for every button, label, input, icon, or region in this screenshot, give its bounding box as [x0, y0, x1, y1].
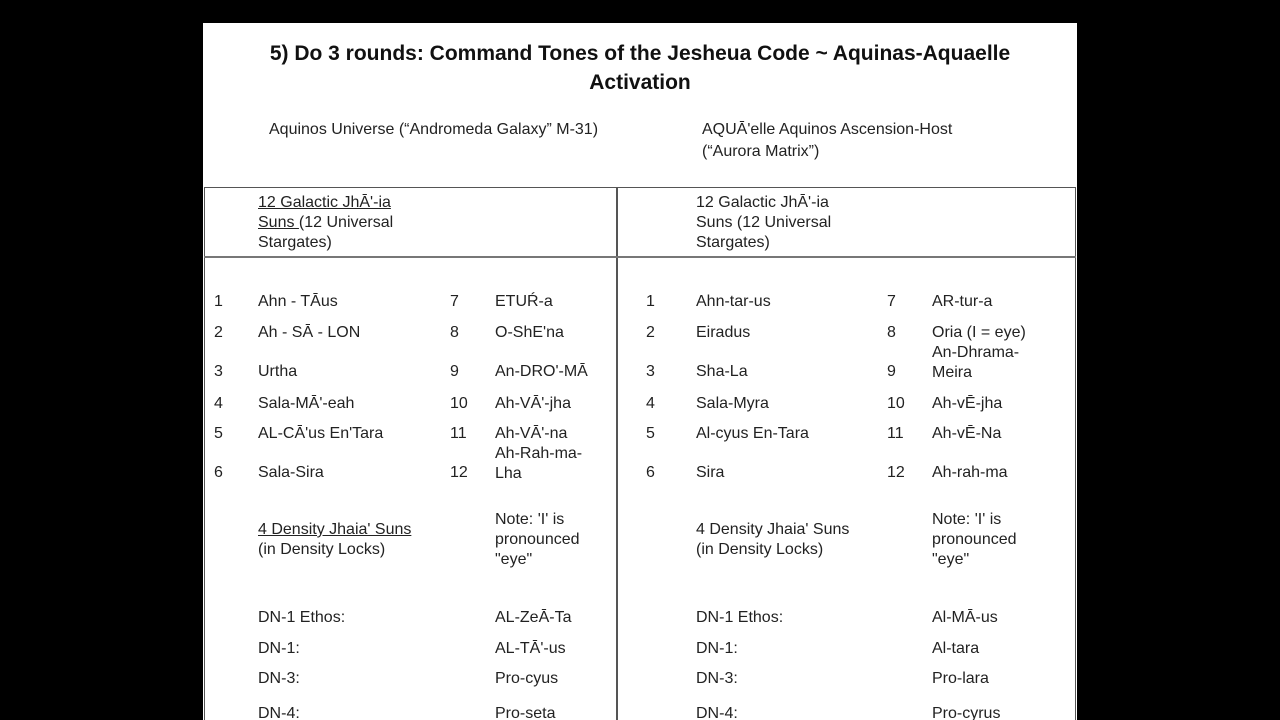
- left-section-header-line-2a: Suns: [258, 214, 299, 231]
- right-note: [932, 510, 1017, 570]
- left-section-header-line-3: Stargates): [258, 234, 332, 251]
- right-section-header-line-3: Stargates): [696, 234, 770, 251]
- left-density-header-line-2: (in Density Locks): [258, 541, 386, 558]
- left-sun-name: [495, 444, 582, 484]
- right-density-value: Al-MĀ-us: [932, 609, 998, 626]
- right-section-header-line-1: 12 Galactic JhĀ'-ia: [696, 194, 829, 211]
- right-sun-name: [932, 343, 1019, 383]
- right-header-line-1: AQUĀ'elle Aquinos Ascension-Host: [702, 121, 953, 138]
- right-sun-name-line-1: An-Dhrama-: [932, 344, 1020, 361]
- right-note-line-1: Note: 'I' is: [932, 511, 1002, 528]
- left-density-label: DN-4:: [258, 705, 300, 720]
- right-sun-name: Oria (I = eye): [932, 324, 1026, 341]
- right-sun-name: AR-tur-a: [932, 293, 993, 310]
- right-sun-num: 9: [887, 363, 896, 380]
- left-density-value: AL-ZeĀ-Ta: [495, 609, 572, 626]
- left-density-value: Pro-seta: [495, 705, 556, 720]
- right-sun-num: 7: [887, 293, 896, 310]
- left-sun-name: AL-CĀ'us En'Tara: [258, 425, 384, 442]
- right-sun-num: 6: [646, 464, 655, 481]
- right-density-header-line-2: (in Density Locks): [696, 541, 824, 558]
- right-sun-num: 3: [646, 363, 655, 380]
- title-line-1: 5) Do 3 rounds: Command Tones of the Jesheua Code ~ Aquinas-Aquaelle: [269, 42, 1011, 65]
- left-sun-name: Urtha: [258, 363, 298, 380]
- left-sun-num: 5: [214, 425, 223, 442]
- right-density-value: Pro-cyrus: [932, 705, 1001, 720]
- right-section-header-line-2: Suns (12 Universal: [696, 214, 832, 231]
- left-section-header: [258, 193, 393, 253]
- left-sun-num: 3: [214, 363, 223, 380]
- column-divider: [616, 187, 618, 720]
- right-sun-name: Ah-vĒ-Na: [932, 425, 1002, 442]
- right-sun-name: Sala-Myra: [696, 395, 769, 412]
- left-sun-name: Ahn - TĀus: [258, 293, 338, 310]
- document-title: [203, 39, 1077, 97]
- left-note-line-2: pronounced: [495, 531, 580, 548]
- left-sun-num: 2: [214, 324, 223, 341]
- left-section-header-line-2b: (12 Universal: [298, 214, 394, 231]
- left-sun-num: 7: [450, 293, 459, 310]
- right-sun-name: Ah-vĒ-jha: [932, 395, 1003, 412]
- left-sun-name: Sala-Sira: [258, 464, 324, 481]
- right-density-label: DN-3:: [696, 670, 738, 687]
- right-sun-name: Eiradus: [696, 324, 751, 341]
- right-density-label: DN-1 Ethos:: [696, 609, 784, 626]
- right-sun-num: 12: [887, 464, 905, 481]
- left-section-header-line-2: [258, 213, 393, 233]
- left-density-label: DN-1 Ethos:: [258, 609, 346, 626]
- header-divider: [204, 256, 1076, 258]
- right-sun-num: 11: [887, 425, 904, 442]
- left-note-line-1: Note: 'I' is: [495, 511, 565, 528]
- right-sun-name: Sha-La: [696, 363, 748, 380]
- left-density-label: DN-3:: [258, 670, 300, 687]
- left-note: [495, 510, 580, 570]
- right-header-line-2: (“Aurora Matrix”): [702, 143, 820, 160]
- left-density-label: DN-1:: [258, 640, 300, 657]
- right-sun-num: 5: [646, 425, 655, 442]
- left-density-header: [258, 520, 411, 560]
- left-sun-name: Sala-MĀ'-eah: [258, 395, 355, 412]
- left-sun-num: 4: [214, 395, 223, 412]
- right-section-header: [696, 193, 831, 253]
- left-sun-num: 6: [214, 464, 223, 481]
- right-sun-num: 1: [646, 293, 655, 310]
- left-density-value: Pro-cyus: [495, 670, 559, 687]
- left-sun-num: 9: [450, 363, 459, 380]
- left-sun-name: Ah-VĀ'-na: [495, 425, 568, 442]
- left-density-header-line-1: 4 Density Jhaia' Suns: [258, 521, 412, 538]
- right-density-value: Al-tara: [932, 640, 980, 657]
- left-sun-num: 1: [214, 293, 223, 310]
- document-page: [203, 23, 1077, 720]
- title-line-2: Activation: [589, 71, 691, 94]
- right-sun-name: Sira: [696, 464, 725, 481]
- right-note-line-2: pronounced: [932, 531, 1017, 548]
- right-sun-name: Ahn-tar-us: [696, 293, 771, 310]
- right-density-label: DN-1:: [696, 640, 738, 657]
- left-sun-num: 12: [450, 464, 468, 481]
- right-sun-num: 2: [646, 324, 655, 341]
- left-note-line-3: "eye": [495, 551, 533, 568]
- right-density-header: [696, 520, 849, 560]
- right-density-header-line-1: 4 Density Jhaia' Suns: [696, 521, 850, 538]
- right-density-label: DN-4:: [696, 705, 738, 720]
- right-note-line-3: "eye": [932, 551, 970, 568]
- left-sun-num: 8: [450, 324, 459, 341]
- left-density-value: AL-TĀ'-us: [495, 640, 566, 657]
- left-sun-name: ETUŔ-a: [495, 293, 553, 310]
- right-sun-name-line-2: Meira: [932, 364, 973, 381]
- left-sun-num: 11: [450, 425, 467, 442]
- left-sun-num: 10: [450, 395, 468, 412]
- left-section-header-line-1: 12 Galactic JhĀ'-ia: [258, 194, 391, 211]
- right-sun-name: Ah-rah-ma: [932, 464, 1008, 481]
- right-sun-num: 4: [646, 395, 655, 412]
- left-sun-name-line-1: Ah-Rah-ma-: [495, 445, 583, 462]
- left-sun-name-line-2: Lha: [495, 465, 522, 482]
- left-sun-name: Ah-VĀ'-jha: [495, 395, 571, 412]
- right-sun-name: Al-cyus En-Tara: [696, 425, 809, 442]
- right-sun-num: 8: [887, 324, 896, 341]
- right-density-value: Pro-lara: [932, 670, 989, 687]
- left-sun-name: Ah - SĀ - LON: [258, 324, 361, 341]
- right-sun-num: 10: [887, 395, 905, 412]
- left-sun-name: An-DRO'-MĀ: [495, 363, 588, 380]
- left-sun-name: O-ShE'na: [495, 324, 564, 341]
- left-column-header: Aquinos Universe (“Andromeda Galaxy” M-31): [269, 121, 599, 138]
- right-column-header: [702, 119, 952, 163]
